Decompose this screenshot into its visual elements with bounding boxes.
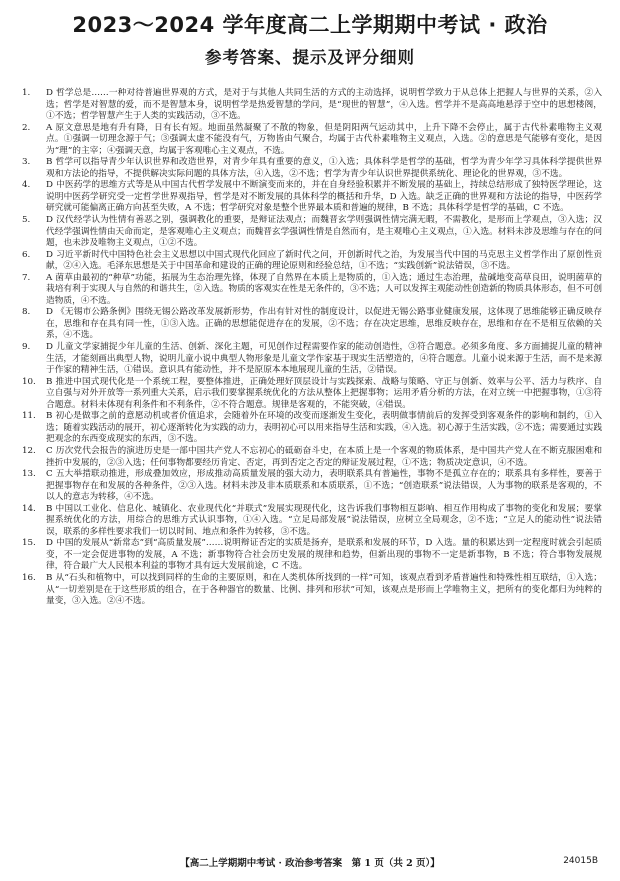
answer-key: D — [46, 88, 53, 98]
answer-number: 14. — [22, 503, 36, 514]
answer-number: 10. — [22, 376, 36, 387]
answer-explanation: 中国以工业化、信息化、城镇化、农业现代化“并联式”发展实现现代化，这告诉我们事物相互影响、相互作用构成了事物的变化和发展；要掌握系统优化的方法，用综合的思维方式认识事物，①④入选。“立足局部发展”说法错误，应树立全局观念，②不选；“立足人的能动性”说法错误，联系的多样性要求我们一切以时间、地点和条件为转移，③不选。 — [46, 503, 602, 537]
answer-item — [22, 157, 602, 180]
answer-number: 16. — [22, 572, 36, 583]
answer-key: B — [46, 572, 53, 583]
answer-explanation: 菌草由最初的“种草”功能，拓展为生态治理先锋，体现了自然界在本质上是物质的，①入选；通过生态治理，盐碱地变高草良田，说明菌草的栽培有利于实现人与自然的和谐共生，②入选。物质的客观实在性是无条件的，③不选；人可以发挥主观能动性创造新的物质具体形态，但不可创造物质，④不选。 — [46, 272, 602, 306]
answer-explanation: 中医药学的思维方式等是从中国古代哲学发展中不断演变而来的，并在自身经验积累并不断发展的基础上，持续总结形成了独特医学理论，这说明中医药学研究受一定哲学世界观指导，哲学是对不断发展的具体科学的概括和升华，D 入选。缺乏正确的世界观和方法论的指导，中医药学研究就可能偏离正确方向甚至失败，A 不选；哲学研究对象是整个世界最本质和普遍的规律，B 不选；具体科学是哲学的基础，C 不选。 — [46, 180, 602, 214]
answer-key: B — [46, 503, 53, 514]
answer-item — [22, 88, 602, 123]
answer-item — [22, 307, 602, 342]
answer-explanation: 历次党代会报告的演进历史是一部中国共产党人不忘初心的砥砺奋斗史，在本质上是一个客观的物质体系，是中国共产党人在不断克服困难和挫折中发展的，②③入选；任何事物都要经历肯定、否定，再到否定之否定的辩证发展过程，①不选；物质决定意识，④不选。 — [46, 445, 602, 468]
answer-item — [22, 342, 602, 377]
answer-explanation: 儿童文学家捕捉少年儿童的生活、创新、深化主题，可见创作过程需要作家的能动创造性，③符合题意。必须多角度、多方面捕捉儿童的精神生活，才能刻画出典型人物，说明儿童小说中典型人物形象是儿童文学作家基于现实生活塑造的，④符合题意。儿童小说来源于生活，而不是来源于作家的精神生活，①错误。意识具有能动性，并不是原原本本地展现儿童的生活，②错误。 — [46, 342, 602, 376]
answer-key: B — [46, 411, 53, 422]
document-title: 2023～2024 学年度高二上学期期中考试 · 政治 — [72, 13, 548, 37]
answer-number: 2. — [22, 122, 31, 133]
answer-item — [22, 446, 602, 469]
answer-key: D — [46, 538, 53, 549]
answer-item — [22, 180, 602, 215]
answer-explanation: 习近平新时代中国特色社会主义思想以中国式现代化回应了新时代之问，开创新时代之治，为发展当代中国的马克思主义哲学作出了原创性贡献，②④入选。毛泽东思想是关于中国革命和建设的正确的理论原则和经验总结，①不选；“实践创新”说法错误，③不选。 — [46, 249, 602, 272]
answer-item — [22, 538, 602, 573]
answer-explanation: 原文意思是地有升有降，日有长有短。地面虽然凝聚了不散的物象，但是阴阳两气运动其中，上升下降不会停止，属于古代朴素唯物主义观点。①强调一切理念源于气；③强调太虚不能没有气，万物皆由气聚合，均属于古代朴素唯物主义观点，入选。②的意思是气能够有变化，是因为“理”的主宰；④强调天意，均属于客观唯心主义观点，不选。 — [46, 122, 602, 156]
answer-number: 3. — [22, 157, 31, 168]
answer-key: D — [46, 249, 53, 260]
paper-code: 24015B — [563, 856, 598, 866]
answer-explanation: 初心是做事之前的意愿动机或者价值追求，会随着外在环境的改变而逐渐发生变化，表明做事情前后的发挥受到客观条件的影响和制约，①入选；随着实践活动的展开，初心逐渐转化为实践的动力，表明初心可以用来指导生活和实践，④入选。初心源于生活实践，②不选；需要通过实践把观念的东西变成现实的东西，③不选。 — [46, 411, 602, 445]
answer-key: D — [46, 215, 53, 226]
answer-number: 5. — [22, 215, 31, 226]
answer-number: 6. — [22, 249, 31, 260]
answer-item — [22, 250, 602, 273]
answer-explanation: 五大举措联动推进，形成叠加效应，形成推动高质量发展的强大动力，表明联系具有普遍性，事物不是孤立存在的；联系具有多样性，要善于把握事物存在和发展的各种条件，②③入选。材料未涉及非本质联系和本质联系，①不选；“创造联系”说法错误，人为事物的联系是客观的，不以人的意志为转移，④不选。 — [46, 469, 602, 503]
answer-number: 15. — [22, 538, 36, 549]
answer-item — [22, 377, 602, 412]
answer-list — [22, 88, 602, 608]
answer-item — [22, 504, 602, 539]
document-subtitle: 参考答案、提示及评分细则 — [205, 48, 415, 67]
answer-explanation: 哲学总是……一种对待普遍世界观的方式，是对于与其他人共同生活的方式的主动选择，说明哲学致力于从总体上把握人与世界的关系，②入选；哲学是对智慧的爱，而不是智慧本身，说明哲学是热爱智慧的学问，是“现世的智慧”，④入选。哲学并不是高高地悬浮于空中的思想楼阁，①不选；哲学智慧产生于人类的实践活动，③不选。 — [46, 88, 602, 122]
answer-item — [22, 215, 602, 250]
answer-number: 4. — [22, 180, 31, 191]
answer-number: 9. — [22, 342, 31, 353]
answer-key: A — [46, 272, 53, 283]
page-footer: 【高二上学期期中考试 · 政治参考答案 第 1 页（共 2 页）】 — [180, 858, 440, 869]
answer-key: D — [46, 180, 53, 191]
answer-key: C — [46, 445, 53, 456]
answer-key: D — [46, 307, 53, 318]
answer-number: 7. — [22, 272, 31, 283]
answer-explanation: 《无锡市公路条例》围绕无锡公路改革发展新形势，作出有针对性的制度设计，以促进无锡公路事业健康发展，这体现了思维能够正确反映存在，思维和存在具有同一性，①③入选。正确的思想能促进存在的发展，②不选；存在决定思维，思维反映存在，思维和存在不是相互依赖的关系，④不选。 — [46, 307, 602, 341]
answer-item — [22, 469, 602, 504]
answer-number: 12. — [22, 445, 36, 456]
answer-number: 13. — [22, 469, 36, 480]
answer-key: D — [46, 342, 53, 353]
answer-number: 8. — [22, 307, 31, 318]
answer-key: B — [46, 157, 53, 168]
answer-explanation: 推进中国式现代化是一个系统工程，要整体推进，正确处理好顶层设计与实践探索、战略与策略、守正与创新、效率与公平、活力与秩序、自立自强与对外开放等一系列重大关系，启示我们要掌握系统优化的方法从整体上把握事物；运用矛盾分析的方法，在对立统一中把握事物，①③符合题意。材料未体现有利条件和不利条件，②不符合题意。规律是客观的，不能突破，④错误。 — [46, 376, 602, 410]
answer-item — [22, 273, 602, 308]
answer-key: B — [46, 376, 53, 387]
answer-explanation: 汉代经学认为性情有善恶之别，强调教化的重要，是辩证法观点；而魏晋玄学则强调性情完满无暇，不需教化，是形而上学观点，③入选；汉代经学强调性情由天命而定，是客观唯心主义观点；而魏晋玄学强调性情是自然而有，是主观唯心主义观点，①入选。材料未涉及思维与存在的问题，也未涉及唯物主义观点，①②不选。 — [46, 215, 602, 249]
answer-item — [22, 123, 602, 158]
answer-number: 11. — [22, 411, 36, 422]
answer-item — [22, 573, 602, 608]
answer-key: C — [46, 469, 53, 480]
answer-explanation: 从“石头和植物中，可以找到同样的生命的主要原则，和在人类机体所找到的一样”可知，该观点看到矛盾普遍性和特殊性相互联结，①入选；从“一切差别是在于这些形质的组合，在于各种器官的数量、比例、排列和形状”可知，该观点是形而上学唯物主义，把所有的变化都归为纯粹的量变，③入选。②④不选。 — [46, 572, 602, 607]
answer-number: 1. — [22, 88, 31, 98]
answer-explanation: 中国的发展从“新常态”到“高质量发展”……说明辩证否定的实质是扬弃，是联系和发展的环节，D 入选。量的积累达到一定程度时就会引起质变，不一定会促进事物的发展，A 不选；新事物符合社会历史发展的规律和趋势，但新出现的事物不一定是新事物，B 不选；符合事物发展规律，符合最广大人民根本利益的事物才具有远大发展前途，C 不选。 — [46, 538, 602, 572]
answer-explanation: 哲学可以指导青少年认识世界和改造世界，对青少年具有重要的意义，①入选；具体科学是哲学的基础，哲学为青少年学习具体科学提供世界观和方法论的指导，不提供解决实际问题的具体方法，④入选，②不选；哲学为青少年认识世界提供系统化、理论化的世界观，③不选。 — [46, 157, 602, 179]
answer-item — [22, 411, 602, 446]
answer-key: A — [46, 122, 53, 133]
